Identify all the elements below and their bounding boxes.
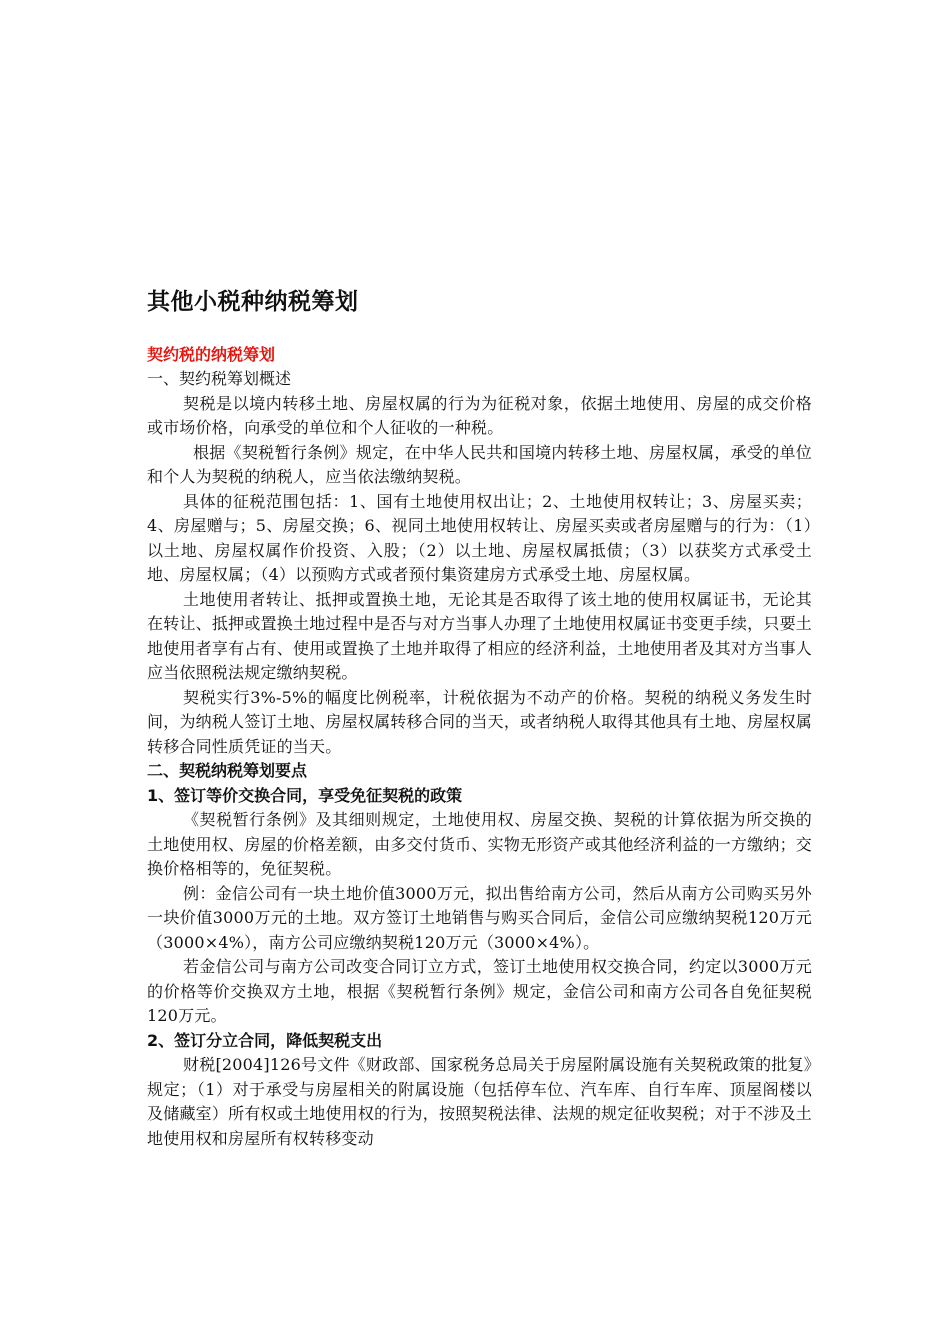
paragraph: 土地使用者转让、抵押或置换土地，无论其是否取得了该土地的使用权属证书，无论其在转让、抵押或置换土地过程中是否与对方当事人办理了土地使用权属证书变更手续，只要土地使用者享有占有、使用或置换了土地并取得了相应的经济利益，土地使用者及其对方当事人应当依照税法规定缴纳契税。 [147, 589, 812, 682]
part2-title: 二、契税纳税筹划要点 [147, 761, 308, 780]
part1-title: 一、契约税筹划概述 [147, 369, 292, 388]
document-page [147, 283, 812, 1151]
point1-title: 1、签订等价交换合同，享受免征契税的政策 [147, 785, 463, 805]
point2-title: 2、签订分立合同，降低契税支出 [147, 1030, 383, 1050]
paragraph: 财税[2004]126号文件《财政部、国家税务总局关于房屋附属设施有关契税政策的批复》规定；（1）对于承受与房屋相关的附属设施（包括停车位、汽车库、自行车库、顶屋阁楼以及储藏室）所有权或土地使用权的行为，按照契税法律、法规的规定征收契税；对于不涉及土地使用权和房屋所有权转移变动 [147, 1055, 812, 1148]
paragraph: 例：金信公司有一块土地价值3000万元，拟出售给南方公司，然后从南方公司购买另外一块价值3000万元的土地。双方签订土地销售与购买合同后，金信公司应缴纳契税120万元（3000×4%），南方公司应缴纳契税120万元（3000×4%）。 [147, 883, 812, 952]
paragraph: 契税是以境内转移土地、房屋权属的行为为征税对象，依据土地使用、房屋的成交价格或市场价格，向承受的单位和个人征收的一种税。 [147, 393, 812, 437]
paragraph: 根据《契税暂行条例》规定，在中华人民共和国境内转移土地、房屋权属，承受的单位和个人为契税的纳税人，应当依法缴纳契税。 [147, 442, 812, 486]
paragraph: 若金信公司与南方公司改变合同订立方式，签订土地使用权交换合同，约定以3000万元的价格等价交换双方土地，根据《契税暂行条例》规定，金信公司和南方公司各自免征契税120万元。 [147, 957, 812, 1025]
paragraph: 契税实行3%-5%的幅度比例税率，计税依据为不动产的价格。契税的纳税义务发生时间，为纳税人签订土地、房屋权属转移合同的当天，或者纳税人取得其他具有土地、房屋权属转移合同性质凭证的当天。 [147, 687, 812, 756]
paragraph: 《契税暂行条例》及其细则规定，土地使用权、房屋交换、契税的计算依据为所交换的土地使用权、房屋的价格差额，由多交付货币、实物无形资产或其他经济利益的一方缴纳；交换价格相等的，免征契税。 [147, 810, 812, 878]
paragraph: 具体的征税范围包括：1、国有土地使用权出让；2、土地使用权转让；3、房屋买卖；4、房屋赠与；5、房屋交换；6、视同土地使用权转让、房屋买卖或者房屋赠与的行为：（1）以土地、房屋权属作价投资、入股；（2）以土地、房屋权属抵债；（3）以获奖方式承受土地、房屋权属；（4）以预购方式或者预付集资建房方式承受土地、房屋权属。 [147, 491, 812, 584]
document-title: 其他小税种纳税筹划 [147, 289, 359, 315]
section-title: 契约税的纳税筹划 [147, 345, 276, 364]
